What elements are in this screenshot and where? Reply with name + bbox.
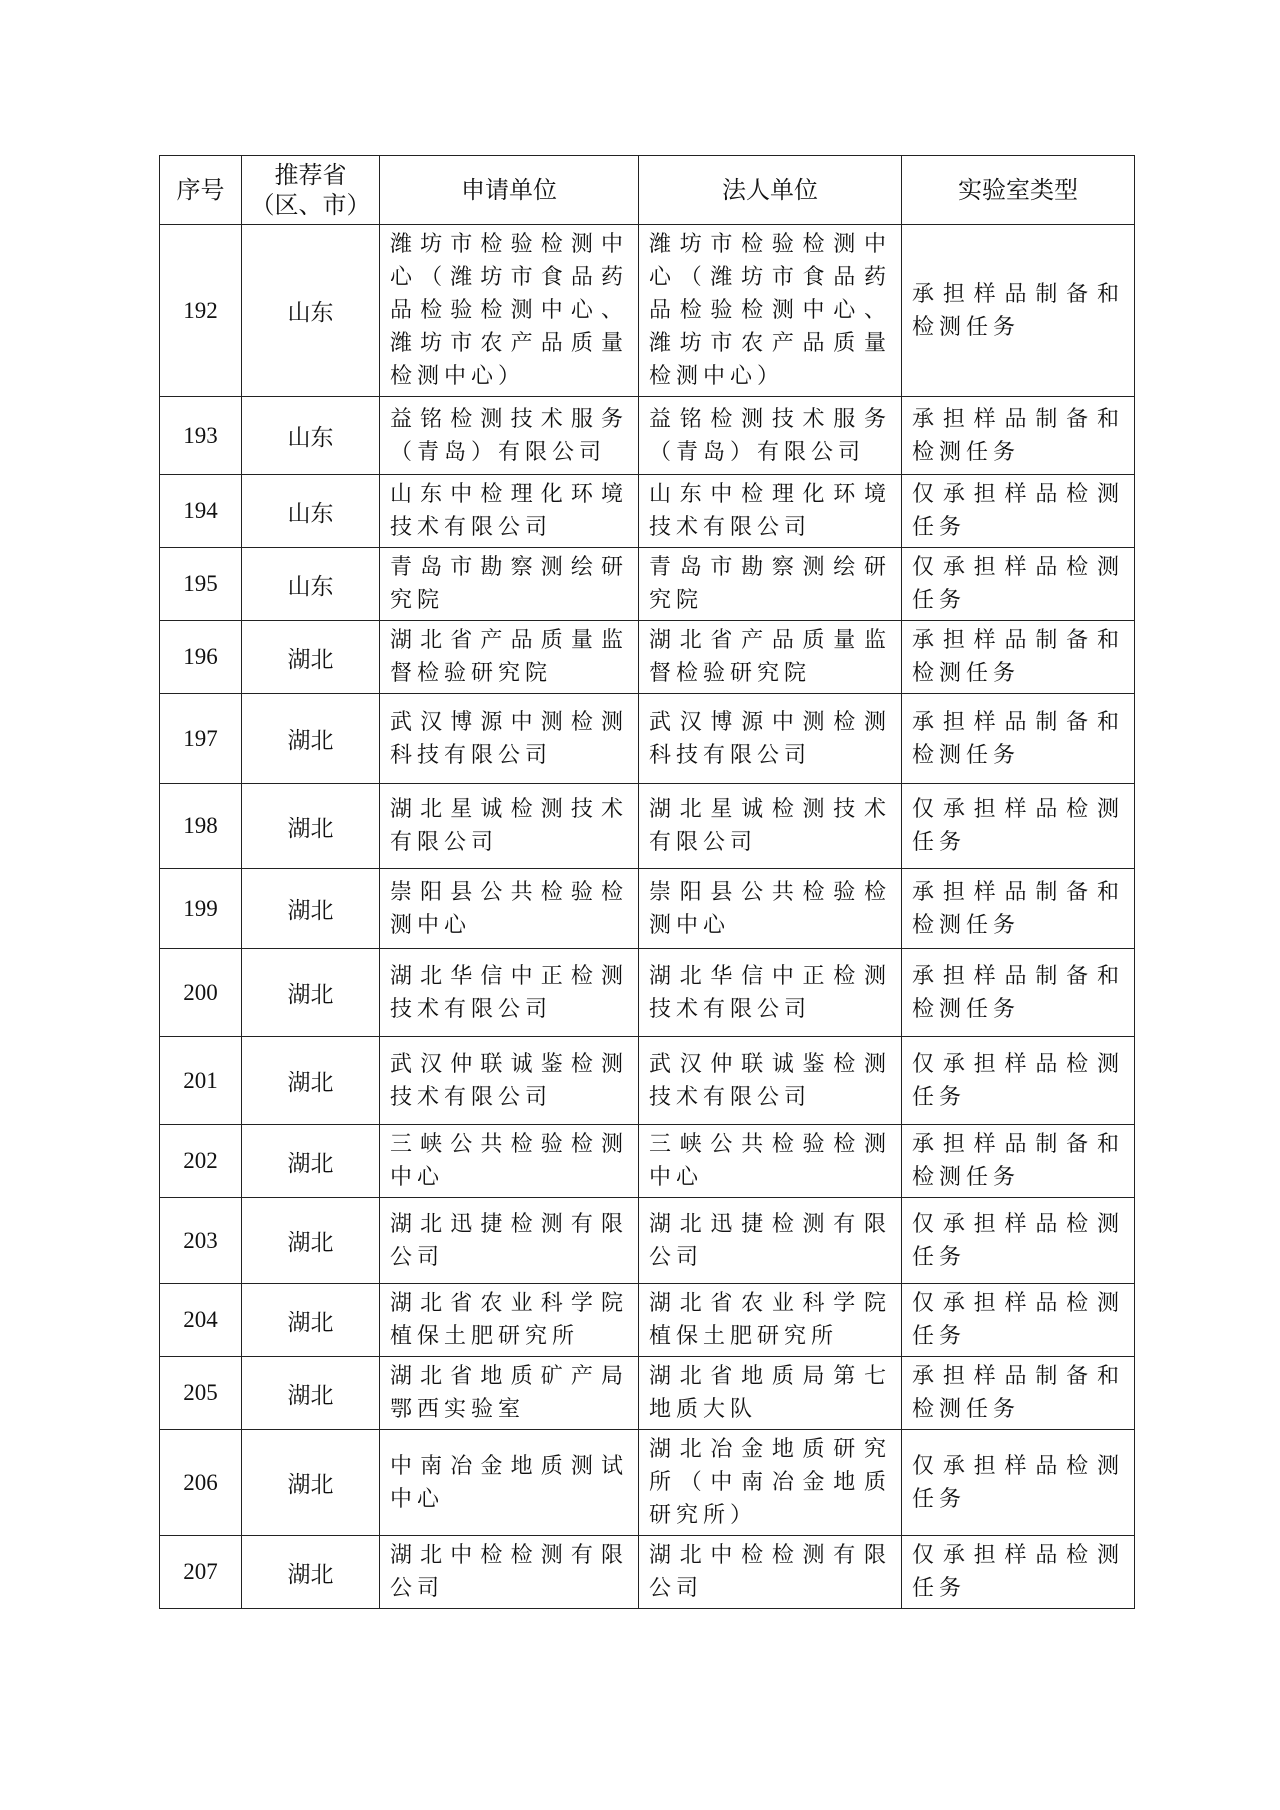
table-body xyxy=(160,225,1135,1609)
cell-lab-type: 承担样品制备和检测任务 xyxy=(902,949,1135,1037)
cell-applicant: 湖北华信中正检测技术有限公司 xyxy=(380,949,639,1037)
cell-lab-type: 承担样品制备和检测任务 xyxy=(902,694,1135,784)
header-seq: 序号 xyxy=(160,156,242,225)
cell-province: 湖北 xyxy=(242,949,380,1037)
cell-applicant: 青岛市勘察测绘研究院 xyxy=(380,548,639,621)
cell-applicant: 武汉仲联诚鉴检测技术有限公司 xyxy=(380,1037,639,1125)
cell-applicant: 湖北省地质矿产局鄂西实验室 xyxy=(380,1357,639,1430)
cell-applicant: 湖北迅捷检测有限公司 xyxy=(380,1198,639,1284)
cell-applicant: 湖北省产品质量监督检验研究院 xyxy=(380,621,639,694)
cell-legal-entity: 三峡公共检验检测中心 xyxy=(639,1125,902,1198)
cell-legal-entity: 湖北星诚检测技术有限公司 xyxy=(639,784,902,869)
table-row xyxy=(160,949,1135,1037)
cell-applicant: 中南冶金地质测试中心 xyxy=(380,1430,639,1536)
cell-lab-type: 承担样品制备和检测任务 xyxy=(902,621,1135,694)
cell-lab-type: 仅承担样品检测任务 xyxy=(902,1037,1135,1125)
table-row xyxy=(160,694,1135,784)
cell-applicant: 湖北星诚检测技术有限公司 xyxy=(380,784,639,869)
cell-lab-type: 仅承担样品检测任务 xyxy=(902,475,1135,548)
table-row xyxy=(160,1198,1135,1284)
header-province: 推荐省（区、市） xyxy=(242,156,380,225)
cell-lab-type: 仅承担样品检测任务 xyxy=(902,784,1135,869)
cell-lab-type: 承担样品制备和检测任务 xyxy=(902,1125,1135,1198)
cell-province: 湖北 xyxy=(242,621,380,694)
cell-legal-entity: 武汉仲联诚鉴检测技术有限公司 xyxy=(639,1037,902,1125)
cell-lab-type: 承担样品制备和检测任务 xyxy=(902,225,1135,397)
cell-province: 湖北 xyxy=(242,1430,380,1536)
cell-seq: 200 xyxy=(160,949,242,1037)
cell-legal-entity: 潍坊市检验检测中心（潍坊市食品药品检验检测中心、潍坊市农产品质量检测中心） xyxy=(639,225,902,397)
cell-province: 山东 xyxy=(242,475,380,548)
table-row xyxy=(160,621,1135,694)
cell-lab-type: 仅承担样品检测任务 xyxy=(902,548,1135,621)
cell-province: 湖北 xyxy=(242,869,380,949)
cell-seq: 204 xyxy=(160,1284,242,1357)
cell-lab-type: 仅承担样品检测任务 xyxy=(902,1536,1135,1609)
cell-province: 湖北 xyxy=(242,1125,380,1198)
header-lab-type: 实验室类型 xyxy=(902,156,1135,225)
table-row xyxy=(160,869,1135,949)
cell-province: 湖北 xyxy=(242,1037,380,1125)
cell-legal-entity: 青岛市勘察测绘研究院 xyxy=(639,548,902,621)
table-row xyxy=(160,1430,1135,1536)
cell-legal-entity: 武汉博源中测检测科技有限公司 xyxy=(639,694,902,784)
cell-lab-type: 承担样品制备和检测任务 xyxy=(902,397,1135,475)
table-row xyxy=(160,225,1135,397)
cell-legal-entity: 山东中检理化环境技术有限公司 xyxy=(639,475,902,548)
cell-legal-entity: 湖北迅捷检测有限公司 xyxy=(639,1198,902,1284)
cell-legal-entity: 崇阳县公共检验检测中心 xyxy=(639,869,902,949)
cell-seq: 199 xyxy=(160,869,242,949)
cell-province: 湖北 xyxy=(242,1198,380,1284)
cell-seq: 203 xyxy=(160,1198,242,1284)
cell-applicant: 湖北省农业科学院植保土肥研究所 xyxy=(380,1284,639,1357)
cell-seq: 196 xyxy=(160,621,242,694)
cell-seq: 205 xyxy=(160,1357,242,1430)
cell-province: 湖北 xyxy=(242,694,380,784)
table-row xyxy=(160,475,1135,548)
table-row xyxy=(160,1125,1135,1198)
cell-lab-type: 仅承担样品检测任务 xyxy=(902,1430,1135,1536)
cell-applicant: 武汉博源中测检测科技有限公司 xyxy=(380,694,639,784)
cell-legal-entity: 湖北省农业科学院植保土肥研究所 xyxy=(639,1284,902,1357)
cell-legal-entity: 湖北中检检测有限公司 xyxy=(639,1536,902,1609)
table-header-row xyxy=(160,156,1135,225)
header-applicant: 申请单位 xyxy=(380,156,639,225)
cell-seq: 198 xyxy=(160,784,242,869)
table-row xyxy=(160,397,1135,475)
cell-seq: 207 xyxy=(160,1536,242,1609)
cell-seq: 202 xyxy=(160,1125,242,1198)
cell-seq: 195 xyxy=(160,548,242,621)
table-row xyxy=(160,548,1135,621)
cell-province: 湖北 xyxy=(242,784,380,869)
cell-lab-type: 承担样品制备和检测任务 xyxy=(902,869,1135,949)
cell-applicant: 益铭检测技术服务（青岛）有限公司 xyxy=(380,397,639,475)
cell-province: 山东 xyxy=(242,397,380,475)
table-row xyxy=(160,1284,1135,1357)
cell-legal-entity: 湖北华信中正检测技术有限公司 xyxy=(639,949,902,1037)
cell-applicant: 三峡公共检验检测中心 xyxy=(380,1125,639,1198)
cell-legal-entity: 湖北省产品质量监督检验研究院 xyxy=(639,621,902,694)
table-row xyxy=(160,1037,1135,1125)
cell-lab-type: 承担样品制备和检测任务 xyxy=(902,1357,1135,1430)
cell-applicant: 崇阳县公共检验检测中心 xyxy=(380,869,639,949)
cell-seq: 192 xyxy=(160,225,242,397)
cell-seq: 206 xyxy=(160,1430,242,1536)
table-row xyxy=(160,784,1135,869)
lab-list-table xyxy=(159,155,1135,1609)
cell-applicant: 山东中检理化环境技术有限公司 xyxy=(380,475,639,548)
table-row xyxy=(160,1357,1135,1430)
cell-lab-type: 仅承担样品检测任务 xyxy=(902,1284,1135,1357)
cell-seq: 193 xyxy=(160,397,242,475)
cell-seq: 194 xyxy=(160,475,242,548)
cell-legal-entity: 湖北冶金地质研究所（中南冶金地质研究所） xyxy=(639,1430,902,1536)
cell-legal-entity: 湖北省地质局第七地质大队 xyxy=(639,1357,902,1430)
cell-province: 湖北 xyxy=(242,1357,380,1430)
cell-legal-entity: 益铭检测技术服务（青岛）有限公司 xyxy=(639,397,902,475)
cell-province: 湖北 xyxy=(242,1284,380,1357)
cell-seq: 201 xyxy=(160,1037,242,1125)
cell-province: 湖北 xyxy=(242,1536,380,1609)
cell-lab-type: 仅承担样品检测任务 xyxy=(902,1198,1135,1284)
cell-applicant: 潍坊市检验检测中心（潍坊市食品药品检验检测中心、潍坊市农产品质量检测中心） xyxy=(380,225,639,397)
table-row xyxy=(160,1536,1135,1609)
cell-seq: 197 xyxy=(160,694,242,784)
cell-province: 山东 xyxy=(242,225,380,397)
cell-applicant: 湖北中检检测有限公司 xyxy=(380,1536,639,1609)
cell-province: 山东 xyxy=(242,548,380,621)
header-legal-entity: 法人单位 xyxy=(639,156,902,225)
